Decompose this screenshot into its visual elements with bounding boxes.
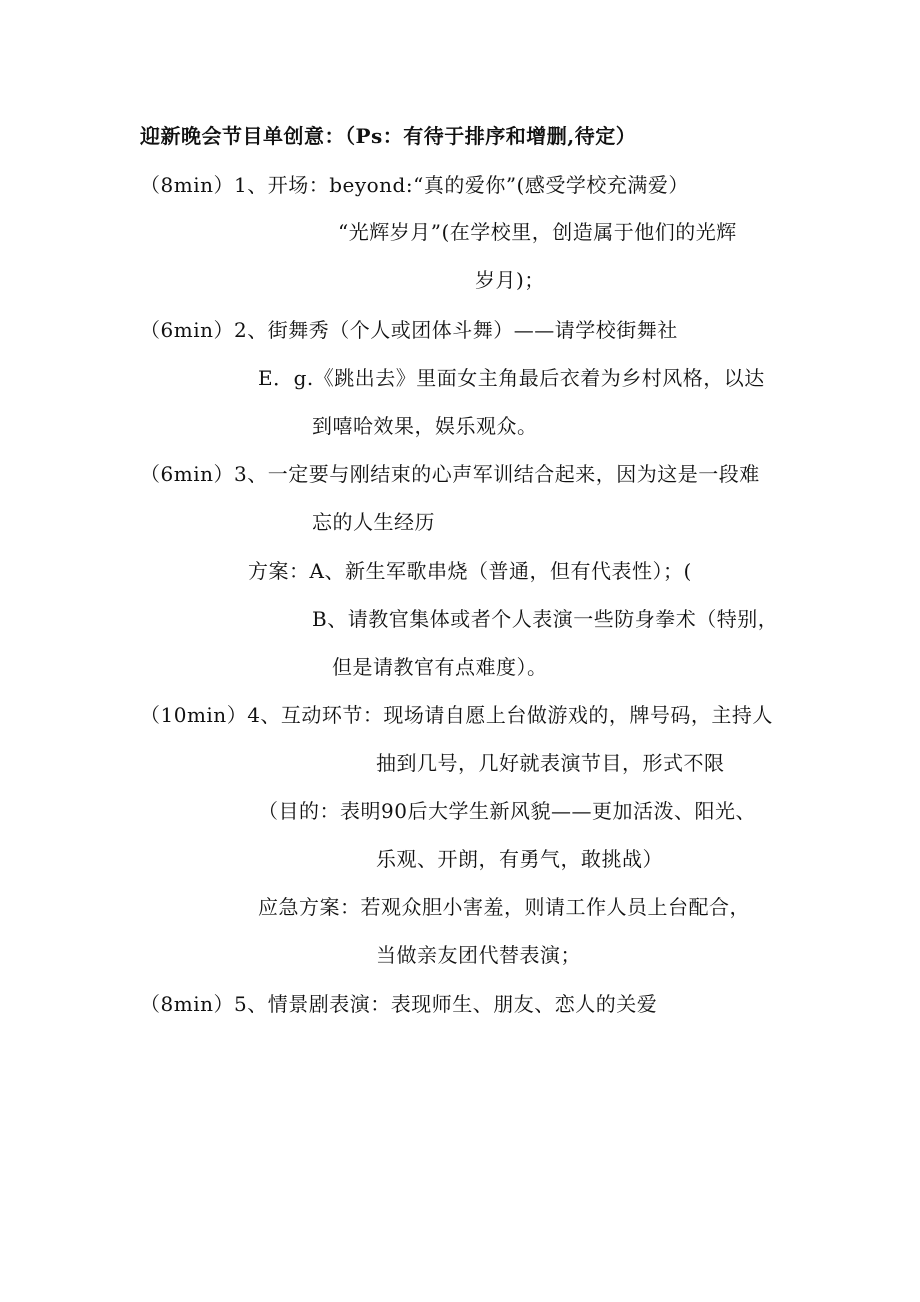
program-1-line: （8min）1、开场：beyond:“真的爱你”(感受学校充满爱） [140,173,689,197]
program-2-example: E．g.《跳出去》里面女主角最后衣着为乡村风格，以达 [258,366,765,390]
program-3-plan-b-cont: 但是请教官有点难度）。 [332,655,548,679]
program-4-emergency: 应急方案：若观众胆小害羞，则请工作人员上台配合， [258,895,750,919]
program-3-line: （6min）3、一定要与刚结束的心声军训结合起来，因为这是一段难 [140,462,760,486]
program-3-plan-a: 方案：A、新生军歌串烧（普通，但有代表性）；( [248,559,692,583]
program-4-purpose-cont: 乐观、开朗，有勇气，敢挑战） [376,847,663,871]
program-5-line: （8min）5、情景剧表演：表现师生、朋友、恋人的关爱 [140,992,658,1016]
program-4-emergency-cont: 当做亲友团代替表演； [376,943,581,967]
program-2-line: （6min）2、街舞秀（个人或团体斗舞）——请学校街舞社 [140,318,678,342]
program-1-song-2-cont: 岁月)； [475,268,545,292]
program-4-line: （10min）4、互动环节：现场请自愿上台做游戏的，牌号码，主持人 [140,703,773,727]
program-4-purpose: （目的：表明90后大学生新风貌——更加活泼、阳光、 [258,799,756,823]
document-title: 迎新晚会节目单创意：（Ps：有待于排序和增删,待定） [140,124,637,148]
program-2-example-cont: 到嘻哈效果，娱乐观众。 [312,414,538,438]
program-1-song-2: “光辉岁月”(在学校里，创造属于他们的光辉 [338,220,737,244]
program-3-line-cont: 忘的人生经历 [312,510,435,534]
program-4-line-cont: 抽到几号，几好就表演节目，形式不限 [376,751,725,775]
program-3-plan-b: B、请教官集体或者个人表演一些防身拳术（特别， [312,607,779,631]
